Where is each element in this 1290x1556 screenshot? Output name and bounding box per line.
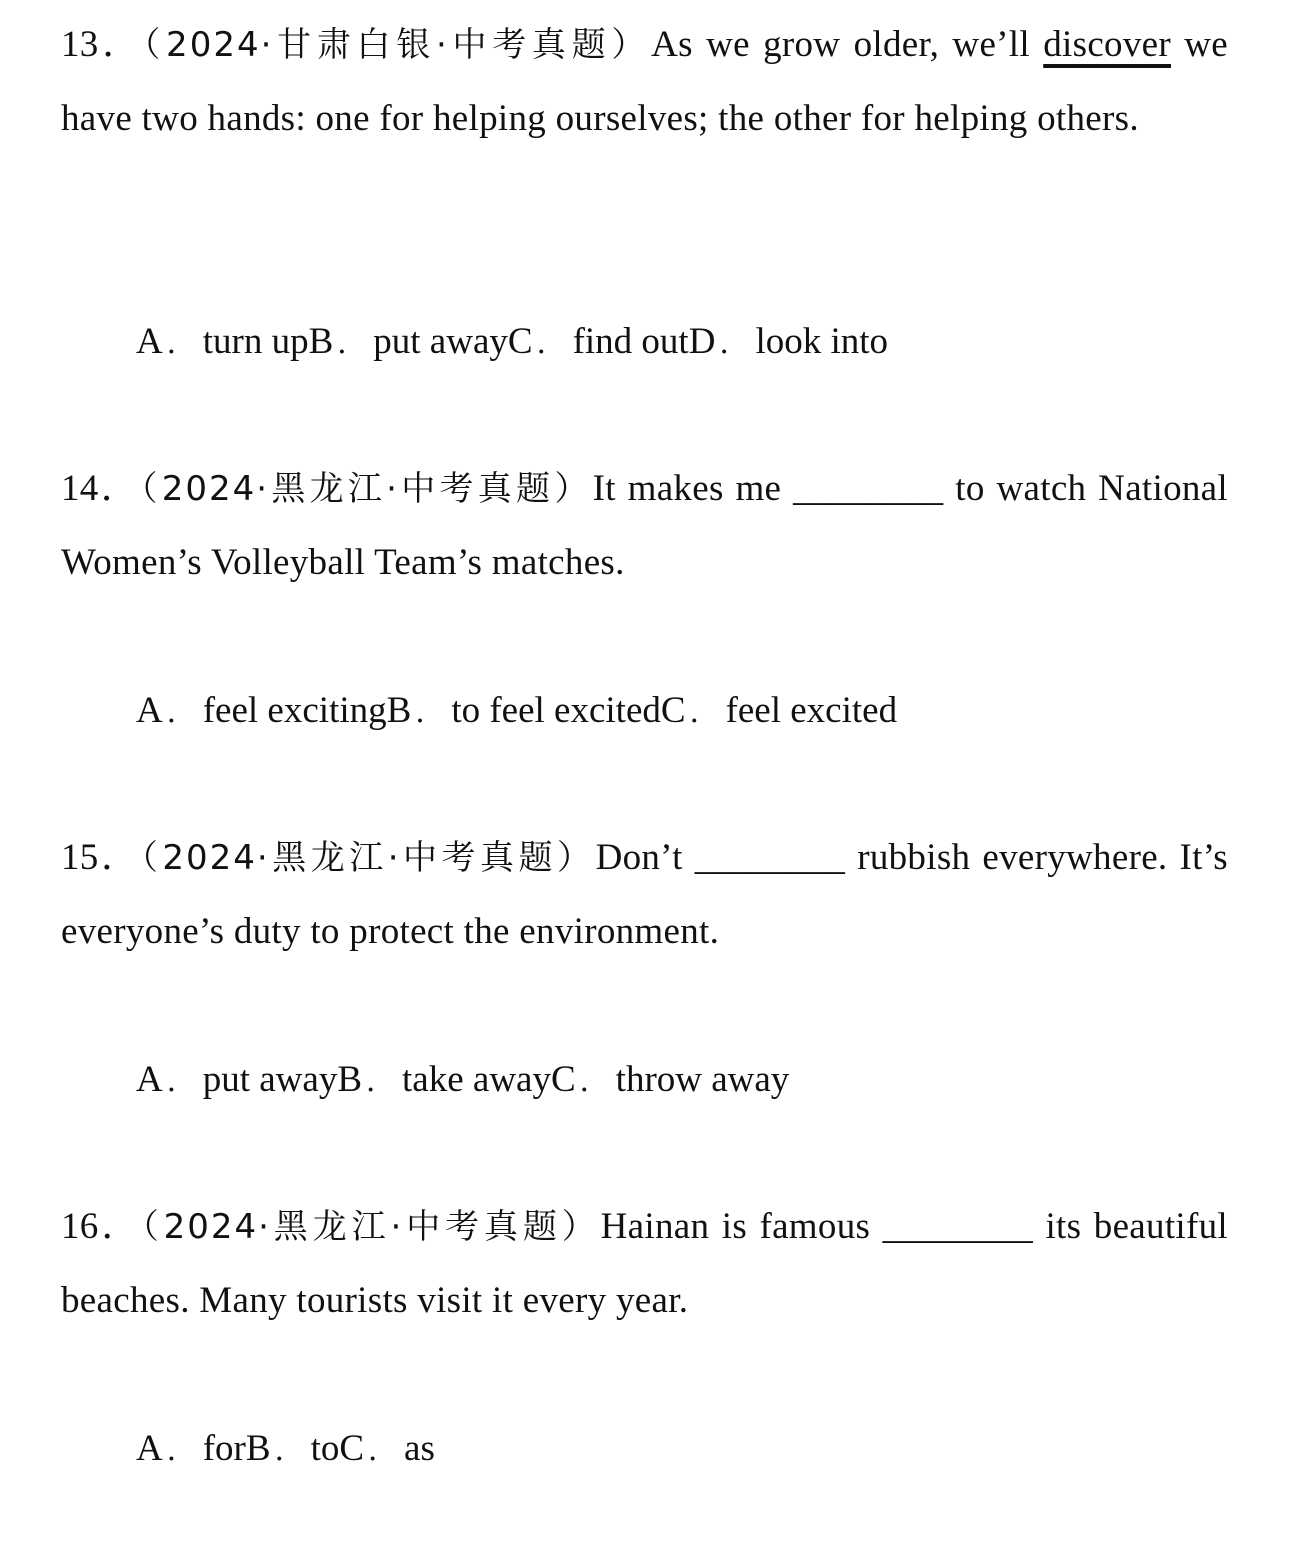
option-c[interactable]	[661, 690, 897, 731]
option-text: put away	[202, 1059, 338, 1100]
option-text: turn up	[202, 321, 309, 362]
options-15	[136, 1043, 789, 1119]
option-separator: ．	[337, 326, 368, 361]
option-b[interactable]	[246, 1428, 339, 1469]
option-c[interactable]	[508, 321, 689, 362]
option-separator: ．	[366, 1064, 397, 1099]
question-number: 13．	[61, 24, 144, 65]
option-letter: C	[660, 690, 686, 731]
option-text: look into	[755, 321, 889, 362]
options-13	[136, 305, 888, 381]
option-separator: ．	[719, 326, 750, 361]
option-letter: A	[136, 1059, 163, 1100]
option-separator: ．	[166, 1064, 197, 1099]
option-letter: D	[688, 321, 716, 362]
option-separator: ．	[166, 326, 197, 361]
option-separator: ．	[274, 1433, 305, 1468]
option-separator: ．	[579, 1064, 610, 1099]
option-separator: ．	[536, 326, 567, 361]
option-d[interactable]	[689, 321, 888, 362]
option-b[interactable]	[309, 321, 508, 362]
option-letter: B	[337, 1059, 363, 1100]
option-text: feel excited	[725, 690, 898, 731]
question-source: （2024·黑龙江·中考真题）	[140, 469, 593, 509]
question-16	[61, 1190, 1228, 1338]
option-separator: ．	[166, 695, 197, 730]
option-letter: B	[308, 321, 334, 362]
option-a[interactable]	[136, 321, 309, 362]
option-a[interactable]	[136, 1059, 337, 1100]
question-number: 16．	[61, 1206, 142, 1247]
option-separator: ．	[368, 1433, 399, 1468]
question-source: （2024·甘肃白银·中考真题）	[143, 25, 652, 65]
option-c[interactable]	[551, 1059, 789, 1100]
question-13	[61, 8, 1228, 156]
option-separator: ．	[689, 695, 720, 730]
question-15	[61, 821, 1228, 969]
option-a[interactable]	[136, 690, 387, 731]
option-b[interactable]	[387, 690, 661, 731]
option-c[interactable]	[339, 1428, 435, 1469]
option-text: for	[202, 1428, 246, 1469]
options-14	[136, 674, 897, 750]
option-text: to	[310, 1428, 340, 1469]
question-number: 14．	[61, 468, 141, 509]
option-letter: A	[136, 1428, 163, 1469]
option-letter: C	[550, 1059, 576, 1100]
options-16	[136, 1412, 435, 1488]
question-source: （2024·黑龙江·中考真题）	[141, 1207, 601, 1247]
underlined-word: discover	[1043, 24, 1171, 65]
option-text: feel exciting	[202, 690, 387, 731]
option-letter: B	[386, 690, 412, 731]
option-letter: B	[245, 1428, 271, 1469]
question-text: Hainan is famous ________ its beautiful beaches. Many tourists visit it every year.	[61, 1206, 1228, 1321]
question-text: Don’t ________ rubbish everywhere. It’s everyone’s duty to protect the environment.	[61, 837, 1228, 952]
question-source: （2024·黑龙江·中考真题）	[140, 838, 596, 878]
option-text: throw away	[615, 1059, 790, 1100]
option-text: find out	[572, 321, 689, 362]
question-number: 15．	[61, 837, 141, 878]
option-letter: C	[339, 1428, 365, 1469]
option-separator: ．	[166, 1433, 197, 1468]
option-b[interactable]	[337, 1059, 551, 1100]
option-text: put away	[373, 321, 508, 362]
option-text: to feel excited	[451, 690, 661, 731]
option-text: take away	[402, 1059, 551, 1100]
option-letter: A	[136, 690, 163, 731]
option-separator: ．	[415, 695, 446, 730]
option-text: as	[404, 1428, 435, 1469]
option-letter: A	[136, 321, 163, 362]
question-14	[61, 452, 1228, 600]
question-text-after: we have two hands: one for helping ourselves; the other for helping others.	[61, 24, 1228, 139]
option-letter: C	[507, 321, 533, 362]
option-a[interactable]	[136, 1428, 246, 1469]
question-text: It makes me ________ to watch National Women’s Volleyball Team’s matches.	[61, 468, 1228, 583]
question-text-before: As we grow older, we’ll	[651, 24, 1044, 65]
